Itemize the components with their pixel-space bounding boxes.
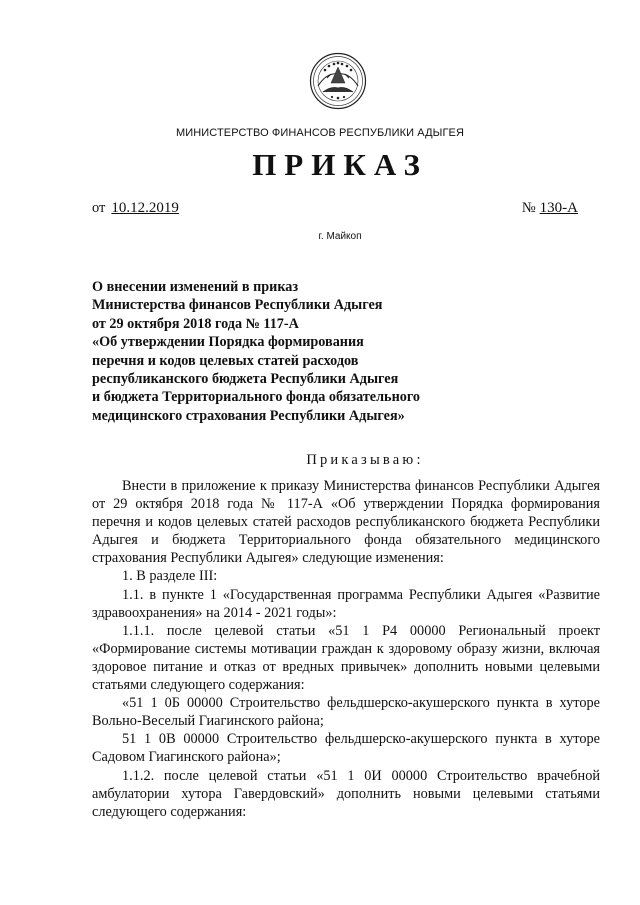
subject-line: медицинского страхования Республики Адыгея» — [92, 407, 405, 424]
city-line: г. Майкоп — [318, 231, 362, 242]
order-subject — [92, 278, 492, 425]
number-value: 130-А — [539, 200, 578, 216]
body-paragraph: 1.1.1. после целевой статьи «51 1 Р4 00000 Региональный проект «Формирование системы мотивации граждан к здоровому образу жизни, включая здоровое питание и отказ от вредных привычек» дополнить новыми целевыми статьями следующего содержания: — [92, 622, 600, 694]
order-body — [92, 477, 600, 821]
document-date — [92, 200, 179, 217]
subject-line: О внесении изменений в приказ — [92, 279, 299, 295]
number-prefix: № — [521, 200, 536, 216]
subject-line: и бюджета Территориального фонда обязательного — [92, 389, 421, 406]
subject-line: от 29 октября 2018 года № 117-А — [92, 315, 299, 332]
subject-line: перечня и кодов целевых статей расходов — [92, 352, 359, 369]
body-paragraph: «51 1 0Б 00000 Строительство фельдшерско-акушерского пункта в хуторе Вольно-Веселый Гиагинского района; — [92, 695, 600, 730]
order-word: Приказываю: — [306, 452, 424, 468]
date-value: 10.12.2019 — [111, 200, 179, 216]
subject-line: «Об утверждении Порядка формирования — [92, 334, 364, 351]
date-prefix: от — [92, 200, 106, 216]
body-paragraph: Внести в приложение к приказу Министерства финансов Республики Адыгея от 29 октября 2018 года № 117-А «Об утверждении Порядка формирования перечня и кодов целевых статей расходов республиканского бюджета Республики Адыгея и бюджета Территориального фонда обязательного медицинского страхования Республики Адыгея» следующие изменения: — [92, 478, 600, 567]
document-number — [522, 200, 578, 217]
subject-line: республиканского бюджета Республики Адыгея — [92, 371, 399, 388]
subject-line: Министерства финансов Республики Адыгея — [92, 297, 383, 314]
body-paragraph: 1.1.2. после целевой статьи «51 1 0И 00000 Строительство врачебной амбулатории хутора Гавердовский» дополнить новыми целевыми статьями следующего содержания: — [92, 767, 600, 820]
body-paragraph: 1. В разделе III: — [122, 568, 218, 585]
ministry-name: МИНИСТЕРСТВО ФИНАНСОВ РЕСПУБЛИКИ АДЫГЕЯ — [175, 127, 465, 139]
document-title: ПРИКАЗ — [252, 147, 428, 182]
body-paragraph: 51 1 0В 00000 Строительство фельдшерско-акушерского пункта в хуторе Садовом Гиагинского района»; — [92, 731, 600, 766]
body-paragraph: 1.1. в пункте 1 «Государственная программа Республики Адыгея «Развитие здравоохранения» на 2014 - 2021 годы»: — [92, 586, 600, 621]
coat-of-arms-icon — [309, 52, 367, 110]
